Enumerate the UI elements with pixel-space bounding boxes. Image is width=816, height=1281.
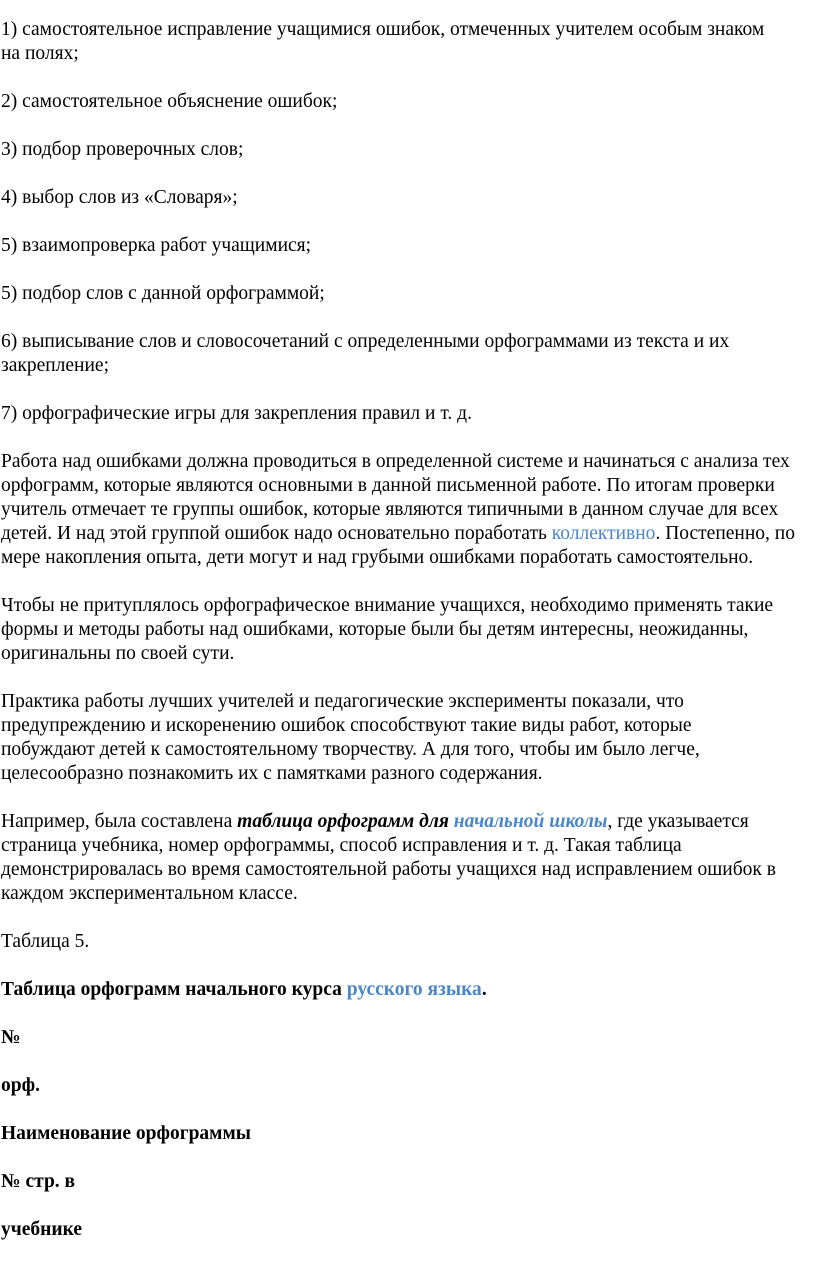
paragraph-practice: Практика работы лучших учителей и педагогические эксперименты показали, что предупреждению и искоренению ошибок способствуют такие виды работ, которые побуждают детей к самостоятельному творчеству. А для того, чтобы им было легче, целесообразно познакомить их с памятками разного содержания. (1, 691, 700, 784)
header-number (0, 1026, 816, 1050)
document-page (0, 18, 816, 1266)
list-item-7: 6) выписывание слов и словосочетаний с определенными орфограммами из текста и их закрепление; (1, 331, 730, 376)
list-item-8: 7) орфографические игры для закрепления правил и т. д. (1, 403, 472, 424)
header-name-text: Наименование орфограммы (1, 1123, 251, 1144)
paragraph-example-emphasis: таблица орфограмм для (237, 811, 454, 832)
paragraph-example-start: Например, была составлена (1, 811, 238, 832)
list-item-6: 5) подбор слов с данной орфограммой; (1, 283, 325, 304)
header-number-text: № (1, 1027, 21, 1048)
header-orfogramma-text: орф. (1, 1075, 40, 1096)
list-item-3: 3) подбор проверочных слов; (1, 139, 244, 160)
link-kollektivno[interactable]: коллективно (551, 523, 656, 544)
paragraph-analysis-text-start: Работа над ошибками должна проводиться в определенной системе и начинаться с анализа тех орфограмм, которые являются основными в данной письменной работе. По итогам проверки учитель отмечает те группы ошибок, которые являются типичными в данном случае для всех детей. И над этой группой ошибок надо основательно поработать (1, 451, 790, 544)
header-page (0, 1170, 816, 1194)
header-page-text: № стр. в (1, 1171, 76, 1192)
paragraph-example (0, 810, 816, 906)
list-item-5: 5) взаимопроверка работ учащимися; (1, 235, 312, 256)
table-label: Таблица 5. (1, 931, 90, 952)
paragraph-example-rest: , где указывается страница учебника, номер орфограммы, способ исправления и т. д. Такая таблица демонстрировалась во время самостоятельной работы учащихся над исправлением ошибок в каждом экспериментальном классе. (1, 811, 776, 904)
header-textbook-text: учебнике (1, 1219, 83, 1240)
list-item-4: 4) выбор слов из «Словаря»; (1, 187, 238, 208)
header-orfogramma (0, 1074, 816, 1098)
table-title (0, 978, 816, 1002)
link-nachalnoy-shkoly[interactable]: начальной школы (453, 811, 608, 832)
paragraph-attention: Чтобы не притуплялось орфографическое внимание учащихся, необходимо применять такие формы и методы работы над ошибками, которые были бы детям интересны, неожиданны, оригинальны по своей сути. (1, 595, 774, 664)
list-item-1: 1) самостоятельное исправление учащимися ошибок, отмеченных учителем особым знаком на полях; (1, 19, 765, 64)
link-russkogo-yazyka[interactable]: русского языка (346, 979, 482, 1000)
header-textbook (0, 1218, 816, 1242)
table-title-end: . (481, 979, 487, 1000)
paragraph-analysis (0, 450, 816, 570)
paragraph-analysis-text-end: . Постепенно, по мере накопления опыта, дети могут и над грубыми ошибками поработать самостоятельно. (1, 523, 795, 568)
list-item-2: 2) самостоятельное объяснение ошибок; (1, 91, 338, 112)
header-name (0, 1122, 816, 1146)
table-title-start: Таблица орфограмм начального курса (1, 979, 347, 1000)
